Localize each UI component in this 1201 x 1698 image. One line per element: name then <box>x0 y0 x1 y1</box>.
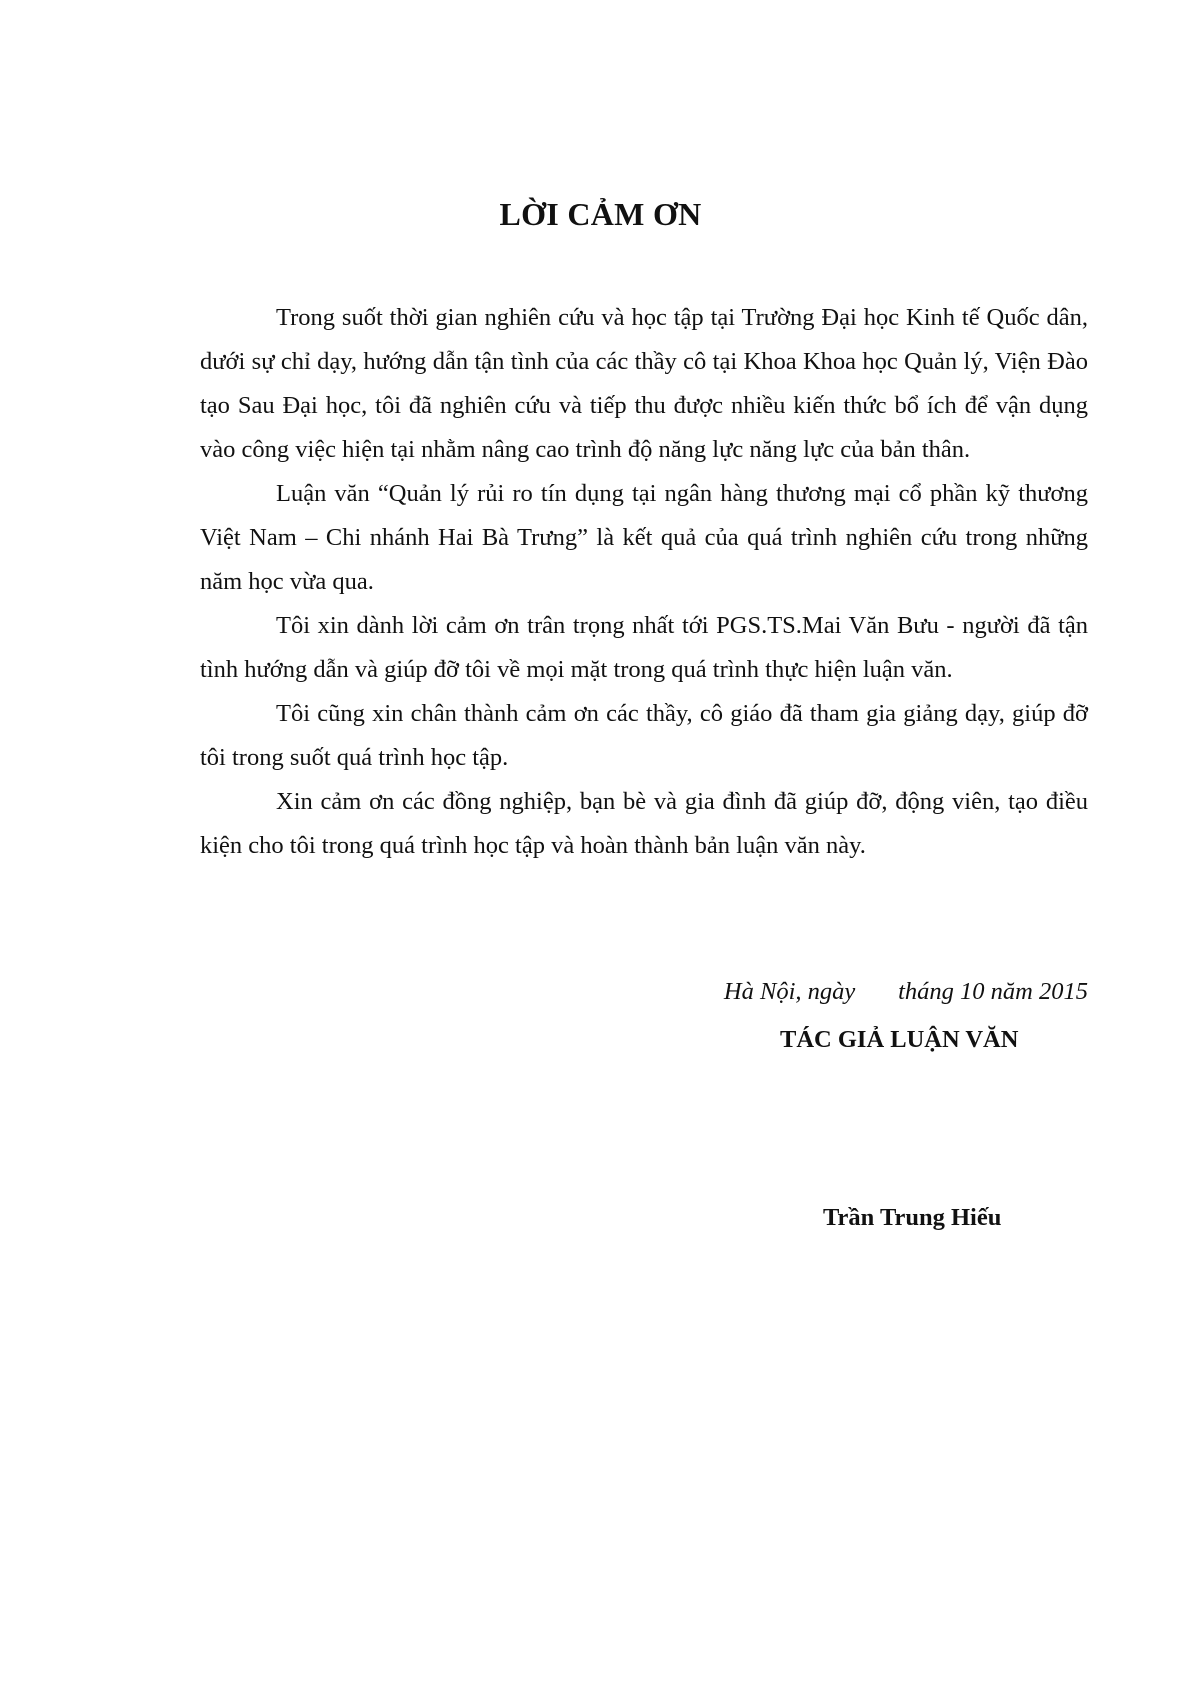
paragraph-4: Tôi cũng xin chân thành cảm ơn các thầy, cô giáo đã tham gia giảng dạy, giúp đỡ tôi trong suốt quá trình học tập. <box>200 700 1088 771</box>
acknowledgement-body <box>200 296 1088 868</box>
paragraph-5: Xin cảm ơn các đồng nghiệp, bạn bè và gia đình đã giúp đỡ, động viên, tạo điều kiện cho tôi trong quá trình học tập và hoàn thành bản luận văn này. <box>200 788 1088 859</box>
signature-date: Hà Nội, ngày tháng 10 năm 2015 <box>723 978 1088 1005</box>
paragraph-1: Trong suốt thời gian nghiên cứu và học tập tại Trường Đại học Kinh tế Quốc dân, dưới sự chỉ dạy, hướng dẫn tận tình của các thầy cô tại Khoa Khoa học Quản lý, Viện Đào tạo Sau Đại học, tôi đã nghiên cứu và tiếp thu được nhiều kiến thức bổ ích để vận dụng vào công việc hiện tại nhằm nâng cao trình độ năng lực năng lực của bản thân. <box>200 304 1088 463</box>
page-title: LỜI CẢM ƠN <box>499 196 702 232</box>
author-name: Trần Trung Hiếu <box>823 1204 1002 1231</box>
paragraph-3: Tôi xin dành lời cảm ơn trân trọng nhất tới PGS.TS.Mai Văn Bưu - người đã tận tình hướng dẫn và giúp đỡ tôi về mọi mặt trong quá trình thực hiện luận văn. <box>200 612 1088 683</box>
paragraph-2: Luận văn “Quản lý rủi ro tín dụng tại ngân hàng thương mại cổ phần kỹ thương Việt Nam – Chi nhánh Hai Bà Trưng” là kết quả của quá trình nghiên cứu trong những năm học vừa qua. <box>200 480 1088 595</box>
signature-role: TÁC GIẢ LUẬN VĂN <box>780 1026 1019 1053</box>
